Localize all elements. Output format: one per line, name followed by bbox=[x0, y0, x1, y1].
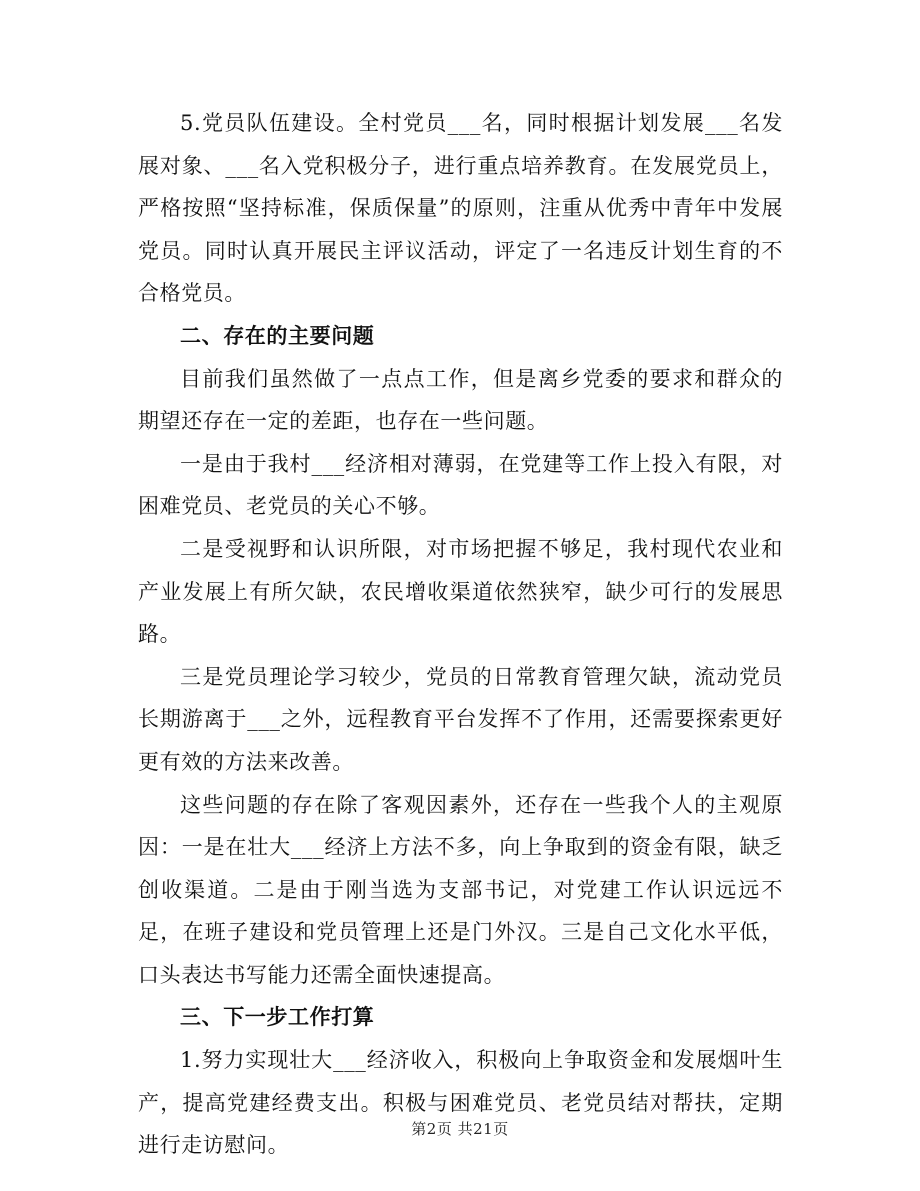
paragraph-problem-three: 三是党员理论学习较少，党员的日常教育管理欠缺，流动党员长期游离于___之外，远程教育平台发挥不了作用，还需要探索更好更有效的方法来改善。 bbox=[138, 664, 783, 774]
paragraph-problems-intro: 目前我们虽然做了一点点工作，但是离乡党委的要求和群众的期望还存在一定的差距，也存在一些问题。 bbox=[138, 366, 783, 434]
document-body bbox=[138, 102, 783, 1167]
section-heading-main-problems: 二、存在的主要问题 bbox=[180, 323, 375, 348]
page-number-footer: 第2页 共21页 bbox=[411, 1120, 509, 1138]
paragraph-problem-one: 一是由于我村___经济相对薄弱，在党建等工作上投入有限，对困难党员、老党员的关心不够。 bbox=[138, 451, 783, 519]
section-heading-next-steps: 三、下一步工作打算 bbox=[180, 1005, 375, 1030]
paragraph-subjective-reasons: 这些问题的存在除了客观因素外，还存在一些我个人的主观原因：一是在壮大___经济上方法不多，向上争取到的资金有限，缺乏创收渠道。二是由于刚当选为支部书记，对党建工作认识远远不足，在班子建设和党员管理上还是门外汉。三是自己文化水平低，口头表达书写能力还需全面快速提高。 bbox=[138, 792, 783, 987]
paragraph-party-team-building: 5.党员队伍建设。全村党员___名，同时根据计划发展___名发展对象、___名入党积极分子，进行重点培养教育。在发展党员上，严格按照“坚持标准，保质保量”的原则，注重从优秀中青年中发展党员。同时认真开展民主评议活动，评定了一名违反计划生育的不合格党员。 bbox=[138, 111, 783, 306]
paragraph-next-step-one: 1.努力实现壮大___经济收入，积极向上争取资金和发展烟叶生产，提高党建经费支出。积极与困难党员、老党员结对帮扶，定期进行走访慰问。 bbox=[138, 1048, 783, 1158]
paragraph-problem-two: 二是受视野和认识所限，对市场把握不够足，我村现代农业和产业发展上有所欠缺，农民增收渠道依然狭窄，缺少可行的发展思路。 bbox=[138, 536, 783, 647]
